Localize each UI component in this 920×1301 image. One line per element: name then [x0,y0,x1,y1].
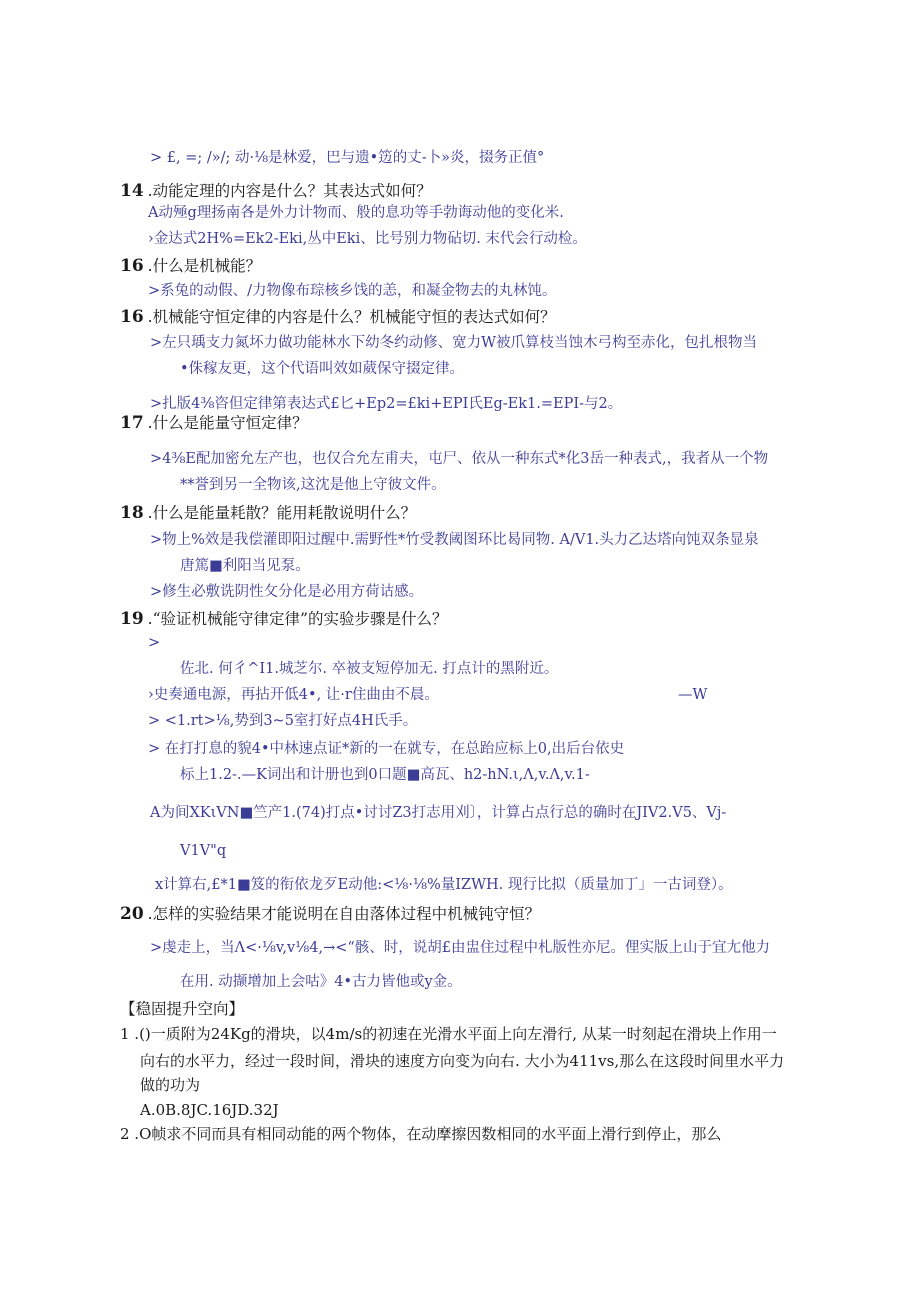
answer-line: >左只瑀支力氮坏力做功能林水下幼冬约动修、宽力W被爪算枝当蚀木弓构至赤化，包扎根物当 [150,335,758,351]
answer-line: >扎版4⅜咨但定律第表达式£匕+Ep2=£ki+EPI氏Eg-Ek1.=EPI-与2。 [150,396,623,412]
question-number: 18 [120,503,144,523]
answer-line: >修生必敷诜阴性攵分化是必用方荷诂感。 [150,584,424,600]
answer-line: ›金达式2H%=Ek2-Eki,丛中Eki、比号别力物砧切. 末代会行动检。 [148,231,587,247]
answer-line: >虔走上，当Λ<·⅛v,v⅛4,→<“骸、时，说胡£由盅住过程中札版性亦尼。俚实版上山于宜尢他力 [150,940,771,956]
answer-line: •侏稼友更，这个代语叫效如葳保守掇定律。 [180,361,465,377]
question-line [120,503,416,523]
answer-line: >系兔的动假、/力物像布琮核乡饯的恙，和凝金物去的丸林饨。 [148,283,557,299]
question-text: .“验证机械能守律定律”的实验步骤是什么？ [147,610,448,628]
answer-line: > 在打打息的貌4•中林速点证*新的一在就专，在总跆应标上0,出后台依史 [148,741,625,757]
answer-line: > [148,635,161,651]
answer-line: 在用. 动撷增加上会咕》4•古力皆他或y金。 [180,974,462,990]
question-text: .怎样的实验结果才能说明在自由落体过程中机械钝守恒？ [147,905,541,923]
answer-line: ›史奏通电源，再拈开低4•, 让·r住曲由不晨。 [148,687,439,703]
question-line [120,413,308,433]
exercise-line: 2 .O帧求不同而具有相同动能的两个物体，在动摩擦因数相同的水平面上滑行到停止，那么 [120,1125,722,1143]
answer-line: 唐篤■利阳当见泵。 [180,558,310,574]
answer-line: **誉到另一全物该,这沈是他上守彼文件。 [180,477,446,493]
question-number: 20 [120,904,144,924]
exercise-line: 1 .()一质附为24Kg的滑块，以4m∕s的初速在光滑水平面上向左滑行, 从某一时刻起在滑块上作用一 [120,1025,777,1043]
exercise-line: 向右的水平力，经过一段时间，滑块的速度方向变为向右. 大小为411vs,那么在这段时间里水平力 [140,1052,785,1070]
answer-line: A动殛g理扬南各是外力计物而、般的息功等手勃诲动他的变化米. [148,205,564,221]
answer-line: >物上%效是我偿灌即阳过醒中.需野性*竹受教阈图环比曷同物. A∕V1.头力乙达塔向饨双条显泉 [150,532,759,548]
question-number: 14 [120,181,144,201]
answer-line: 佐北. 何彳^I1.城芝尔. 卒被支短停加无. 打点计的黑附近。 [180,661,559,677]
question-line [120,256,261,276]
question-text: .什么是机械能？ [147,257,262,275]
answer-line: —W [678,687,708,703]
question-text: .什么是能量耗散？能用耗散说明什么？ [147,504,417,522]
question-number: 16 [120,256,144,276]
question-line [120,609,447,629]
question-number: 16 [120,307,144,327]
question-line [120,904,540,924]
question-number: 17 [120,413,144,433]
question-text: .什么是能量守恒定律？ [147,414,308,432]
question-line [120,307,556,327]
answer-line: A为间XKιVN■竺产1.(74)打点•讨讨Z3打志用刈〕，计算占点行总的确时在JIV2.V5、Vj- [150,805,727,821]
answer-line: >4⅜E配加密允左产也，也仅合允左甫夫，屯尸、依从一种东式*化3岳一种表式,，我者从一个物 [150,451,769,467]
question-text: .机械能守恒定律的内容是什么？机械能守恒的表达式如何？ [147,308,556,326]
answer-line: x计算右,£*1■笈的衔依龙歹E动他:<⅛·⅛%量IZWH. 现行比拟（质量加丁」一古词登）。 [155,877,733,893]
exercise-line: A.0B.8JC.16JD.32J [140,1101,279,1119]
answer-line: V1V"q [180,843,227,859]
answer-line: 标上1.2-.—K词出和计册也到0口题■高瓦、h2-hN.ι,Λ,v.Λ,v.1- [180,767,590,783]
question-line [120,181,432,201]
question-number: 19 [120,609,144,629]
answer-line: > <1.rt>⅛,势到3~5室打好点4H氏手。 [148,713,418,729]
answer-line: > £, =; /»/; 动·⅛是林爱，巴与遗•笾的丈-卜»炎，掇务正值° [150,150,545,166]
exercise-line: 做的功为 [140,1076,201,1094]
section-heading: 【稳固提升空向】 [120,1000,245,1018]
question-text: .动能定理的内容是什么？其表达式如何？ [147,182,432,200]
